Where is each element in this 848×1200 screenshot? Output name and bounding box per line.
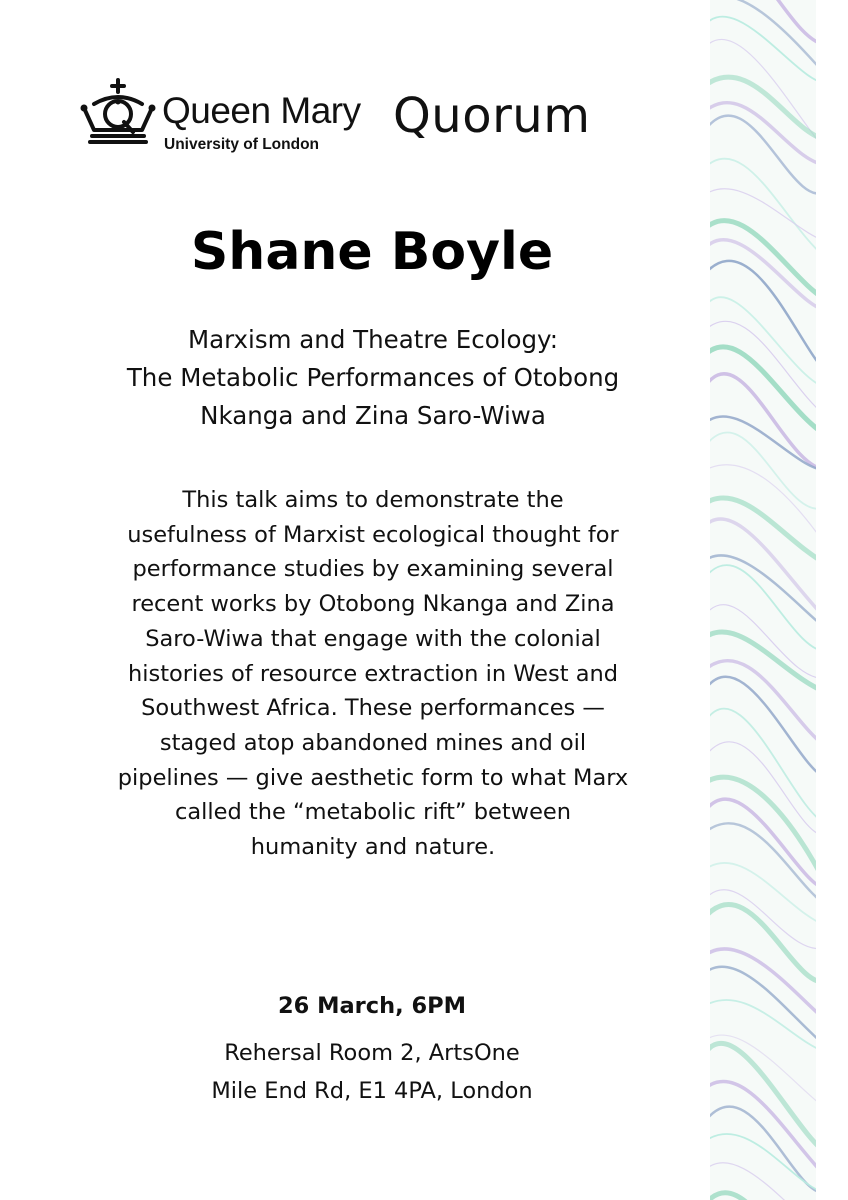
marble-swirl: [710, 498, 816, 564]
marble-swirl: [710, 709, 816, 824]
abstract-line: This talk aims to demonstrate the: [182, 487, 564, 513]
marble-swirl: [710, 605, 816, 679]
marble-swirl: [710, 677, 816, 778]
abstract-line: called the “metabolic rift” between: [174, 799, 572, 826]
marble-swirl: [710, 967, 816, 1047]
marble-swirl: [710, 39, 816, 151]
talk-title-line: Nkanga and Zina Saro-Wiwa: [200, 401, 546, 430]
marble-swirl: [710, 519, 816, 619]
abstract-line: pipelines — give aesthetic form to what Marx: [117, 764, 629, 791]
venue-line: Rehersal Room 2, ArtsOne: [224, 1040, 520, 1066]
abstract-line: staged atop abandoned mines and oil: [159, 729, 587, 756]
venue-line: Mile End Rd, E1 4PA, London: [211, 1078, 533, 1104]
marble-swirl: [710, 565, 816, 651]
abstract-line: performance studies by examining several: [132, 556, 614, 583]
crown-crest-icon: [80, 78, 156, 150]
marble-swirl: [710, 416, 816, 470]
university-subtitle: University of London: [164, 136, 319, 153]
marble-swirl: [710, 890, 816, 949]
abstract-line: Saro-Wiwa that engage with the colonial: [145, 625, 601, 652]
abstract-line: Southwest Africa. These performances —: [141, 695, 605, 722]
abstract-line: humanity and nature.: [250, 834, 496, 861]
marble-pattern: [710, 0, 816, 1200]
marble-swirl: [710, 949, 816, 1020]
marble-swirl: [710, 1134, 816, 1193]
marble-swirl: [710, 189, 816, 241]
abstract-line: recent works by Otobong Nkanga and Zina: [131, 591, 615, 618]
marble-swirl: [710, 1043, 816, 1152]
marble-swirl: [710, 347, 816, 435]
abstract-line: usefulness of Marxist ecological thought for: [127, 521, 619, 548]
marble-swirl: [710, 1193, 816, 1200]
university-name: Queen Mary: [162, 90, 361, 131]
marble-swirl: [710, 103, 816, 165]
abstract-line: histories of resource extraction in West and: [127, 660, 619, 687]
event-date-time: 26 March, 6PM: [277, 993, 467, 1019]
talk-title-line: Marxism and Theatre Ecology:: [187, 325, 558, 354]
logo-row: [80, 78, 680, 178]
talk-title-line: The Metabolic Performances of Otobong: [126, 363, 620, 392]
marble-swirl: [710, 863, 816, 926]
event-venue: [0, 1034, 744, 1110]
talk-abstract: [40, 483, 706, 865]
marble-decoration-strip: [710, 0, 816, 1200]
marble-swirl: [710, 77, 816, 139]
brand-name: Quorum: [393, 88, 591, 144]
speaker-name: Shane Boyle: [190, 222, 554, 282]
marble-swirl: [710, 465, 816, 546]
talk-title: [20, 321, 726, 435]
